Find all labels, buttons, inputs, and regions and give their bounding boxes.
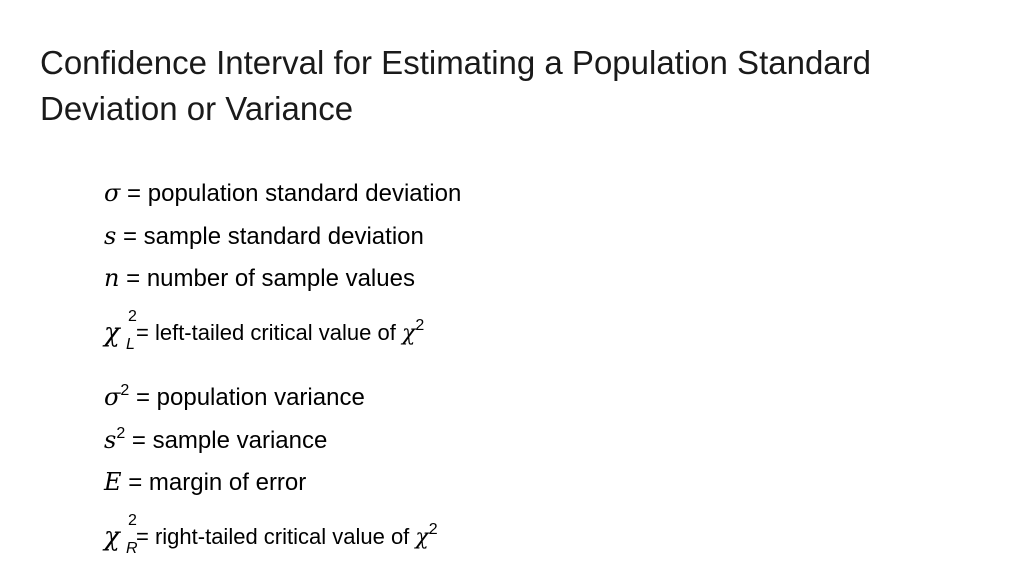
definition-s <box>104 221 424 252</box>
definition-text: = sample variance <box>125 427 328 454</box>
definition-text: = sample standard deviation <box>116 223 424 250</box>
definition-text: = population variance <box>129 384 365 411</box>
definition-text: = right-tailed critical value of <box>136 524 416 549</box>
definition-text: = number of sample values <box>119 265 415 292</box>
definition-n <box>104 263 415 294</box>
chi-subscript: L <box>126 336 135 353</box>
chi-inline-symbol: χ <box>401 321 416 346</box>
chi-superscript: 2 <box>128 512 137 529</box>
chi-inline-superscript: 2 <box>428 521 438 538</box>
chi-symbol: χ <box>104 318 120 348</box>
definition-sigma-squared <box>104 382 365 416</box>
sigma-symbol: σ <box>104 179 121 207</box>
n-symbol: n <box>104 264 120 292</box>
chi-inline-superscript: 2 <box>415 317 425 334</box>
definition-sigma <box>104 178 461 209</box>
s-symbol: s <box>104 426 117 454</box>
e-symbol: E <box>104 468 122 496</box>
chi-square-right-symbol <box>104 512 138 557</box>
chi-superscript: 2 <box>128 308 137 325</box>
definition-chi-right <box>104 512 438 557</box>
superscript: 2 <box>120 382 130 399</box>
slide-title: Confidence Interval for Estimating a Population Standard Deviation or Variance <box>40 44 871 127</box>
superscript: 2 <box>116 425 126 442</box>
definition-text: = left-tailed critical value of <box>136 320 402 345</box>
definition-e <box>104 467 306 498</box>
s-symbol: s <box>104 222 117 250</box>
chi-symbol: χ <box>104 522 120 552</box>
definition-chi-left <box>104 308 425 353</box>
definition-text: = margin of error <box>121 469 307 496</box>
sigma-symbol: σ <box>104 383 121 411</box>
chi-inline-symbol: χ <box>415 525 429 550</box>
chi-subscript: R <box>126 540 138 557</box>
chi-square-left-symbol <box>104 308 137 353</box>
definition-text: = population standard deviation <box>120 180 462 207</box>
definition-s-squared <box>104 425 327 459</box>
